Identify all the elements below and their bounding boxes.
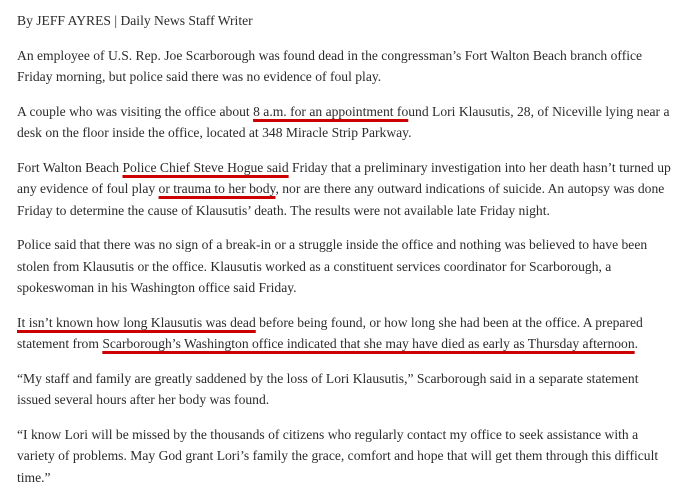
- paragraph-7: [17, 424, 672, 489]
- paragraph-text: Friday that a preliminary investigation into her death hasn’t turned up any evidence of foul play: [17, 159, 671, 196]
- paragraph-text: A couple who was visiting the office about: [17, 103, 254, 119]
- paragraph-text: Police said that there was no sign of a break-in or a struggle inside the office and nothing was believed to have been stolen from Klausutis or the office. Klausutis worked as a constituent services coordinator for Scarborough, a spokeswoman in his Washington office said Friday.: [17, 237, 648, 295]
- paragraph-text: .: [634, 336, 639, 351]
- paragraph-text: Fort Walton Beach: [17, 159, 123, 175]
- highlighted-text: or trauma to her body: [158, 181, 276, 196]
- highlighted-text: 8 a.m. for an appointment fo: [253, 103, 409, 119]
- paragraph-text: , nor are there any outward indications of suicide. An autopsy was done Friday to determine the cause of Klausutis’ death. The results were not available late Friday night.: [17, 181, 665, 218]
- paragraph-5: [17, 312, 672, 355]
- paragraph-text: “My staff and family are greatly saddened by the loss of Lori Klausutis,” Scarborough said in a separate statement issued several hours after her body was found.: [17, 370, 639, 407]
- article: [17, 10, 672, 501]
- paragraph-3: [17, 157, 672, 222]
- paragraph-text: An employee of U.S. Rep. Joe Scarborough was found dead in the congressman’s Fort Walton Beach branch office Friday morning, but police said there was no evidence of foul play.: [17, 47, 643, 84]
- byline: By JEFF AYRES | Daily News Staff Writer: [17, 13, 253, 28]
- highlighted-text: Police Chief Steve Hogue said: [122, 159, 289, 175]
- highlighted-text: It isn’t known how long Klausutis was dead: [17, 314, 256, 330]
- paragraph-text: “I know Lori will be missed by the thousands of citizens who regularly contact my office to seek assistance with a variety of problems. May God grant Lori’s family the grace, comfort and hope that will get them through this difficult time.”: [17, 426, 659, 485]
- paragraph-text: und Lori Klausutis, 28, of Niceville lying near a desk on the floor inside the office, located at 348 Miracle Strip Parkway.: [17, 103, 670, 140]
- paragraph-6: [17, 368, 672, 411]
- paragraph-1: [17, 45, 672, 88]
- paragraph-text: before being found, or how long she had been at the office. A prepared statement from: [17, 314, 643, 351]
- paragraph-4: [17, 234, 672, 299]
- highlighted-text: Scarborough’s Washington office indicated that she may have died as early as Thursday afternoon: [102, 336, 635, 351]
- paragraph-2: [17, 101, 672, 144]
